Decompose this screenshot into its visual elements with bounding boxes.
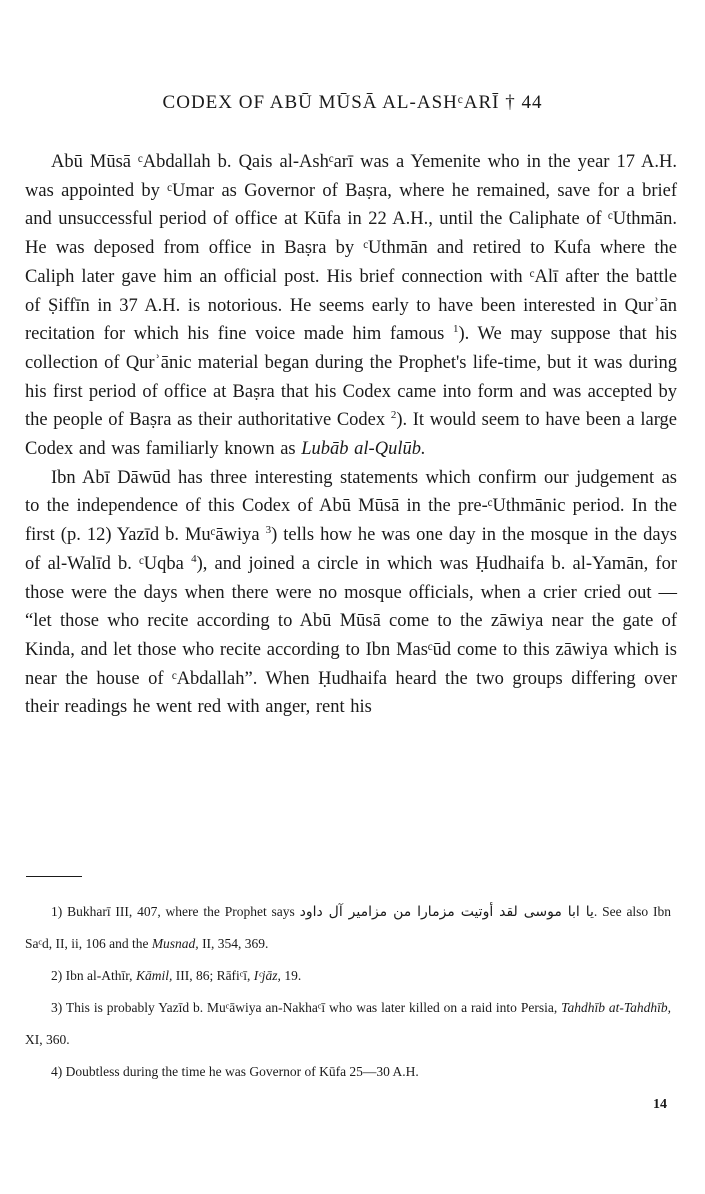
codex-title: Lubāb al-Qulūb. <box>301 439 426 460</box>
paragraph-2 <box>25 464 677 722</box>
footnote-3-tahdhib: Tahdhīb at-Tahdhīb, <box>561 1000 672 1015</box>
footnote-ref-1: 1 <box>452 323 459 336</box>
footnote-1-arabic-quote: يا ابا موسى لقد أوتيت مزمارا من مزامير آل داود <box>299 904 594 920</box>
footnote-2 <box>25 960 671 992</box>
footnote-2-text-c: 19. <box>284 968 302 983</box>
paragraph-2-text-c: ), and joined a circle in which was Ḥudhaifa b. al-Yamān, for those were the days when there were no mosque officials, when a crier cried out — “let those who recite according to Abū Mūsā come to the zāwiya near the gate of Kinda, and let those who recite according to Ibn Masᶜūd come to this zāwiya which is near the house of ᶜAbdallah”. When Ḥudhaifa heard the two groups differing over their readings he went red with anger, rent his <box>25 553 677 718</box>
footnote-1-text-b: . See also Ibn Saᶜd, II, ii, 106 and the <box>25 904 672 951</box>
footnote-3-text-b: XI, 360. <box>25 1032 70 1047</box>
footnotes <box>25 896 671 1088</box>
paragraph-2-text-a: Ibn Abī Dāwūd has three interesting statements which confirm our judgement as to the independence of this Codex of Abū Mūsā in the pre-ᶜUthmānic period. In the first (p. 12) Yazīd b. Muᶜāwiya <box>25 467 677 546</box>
paragraph-1-text-c: ). It would seem to have been a large Codex and was familiarly known as <box>25 410 677 460</box>
footnote-4: 4) Doubtless during the time he was Governor of Kūfa 25—30 A.H. <box>51 1064 419 1079</box>
footnote-ref-3: 3 <box>265 523 272 536</box>
footnote-ref-4: 4 <box>191 552 197 565</box>
footnote-ref-2: 2 <box>390 409 397 422</box>
footnote-3-text-a: 3) This is probably Yazīd b. Muᶜāwiya an-Nakhaᶜī who was later killed on a raid into Persia, <box>51 1000 558 1015</box>
page-number: 14 <box>653 1097 667 1112</box>
footnote-2-ijaz: Iᶜjāz, <box>253 968 281 983</box>
paragraph-1 <box>25 148 677 464</box>
footnote-2-text-a: 2) Ibn al-Athīr, <box>51 968 133 983</box>
footnote-divider <box>26 876 82 877</box>
footnote-2-text-b: III, 86; Rāfiᶜī, <box>175 968 251 983</box>
page-heading: CODEX OF ABŪ MŪSĀ AL-ASHᶜARĪ † 44 <box>162 92 543 113</box>
paragraph-2-text-b: ) tells how he was one day in the mosque in the days of al-Walīd b. ᶜUqba <box>25 525 677 574</box>
footnote-3 <box>25 992 671 1056</box>
footnote-1-text-a: 1) Bukharī III, 407, where the Prophet says <box>51 904 295 919</box>
main-text <box>25 148 677 722</box>
paragraph-1-text-b: ). We may suppose that his collection of Qurʾānic material began during the Prophet's life-time, but it was during his first period of office at Baṣra that his Codex came into form and was accepted by the people of Baṣra as their authoritative Codex <box>25 324 677 431</box>
footnote-2-kamil: Kāmil, <box>135 968 173 983</box>
footnote-1 <box>25 896 671 960</box>
footnote-1-text-c: II, 354, 369. <box>202 936 269 951</box>
paragraph-1-text-a: Abū Mūsā ᶜAbdallah b. Qais al-Ashᶜarī was a Yemenite who in the year 17 A.H. was appointed by ᶜUmar as Governor of Baṣra, where he remained, save for a brief and unsuccessful period of office at Kūfa in 22 A.H., until the Caliphate of ᶜUthmān. He was deposed from office in Baṣra by ᶜUthmān and retired to Kufa where the Caliph later gave him an official post. His brief connection with ᶜAlī after the battle of Ṣiffīn in 37 A.H. is notorious. He seems early to have been interested in Qurʾān recitation for which his fine voice made him famous <box>25 152 677 345</box>
footnote-1-musnad: Musnad, <box>151 936 199 951</box>
